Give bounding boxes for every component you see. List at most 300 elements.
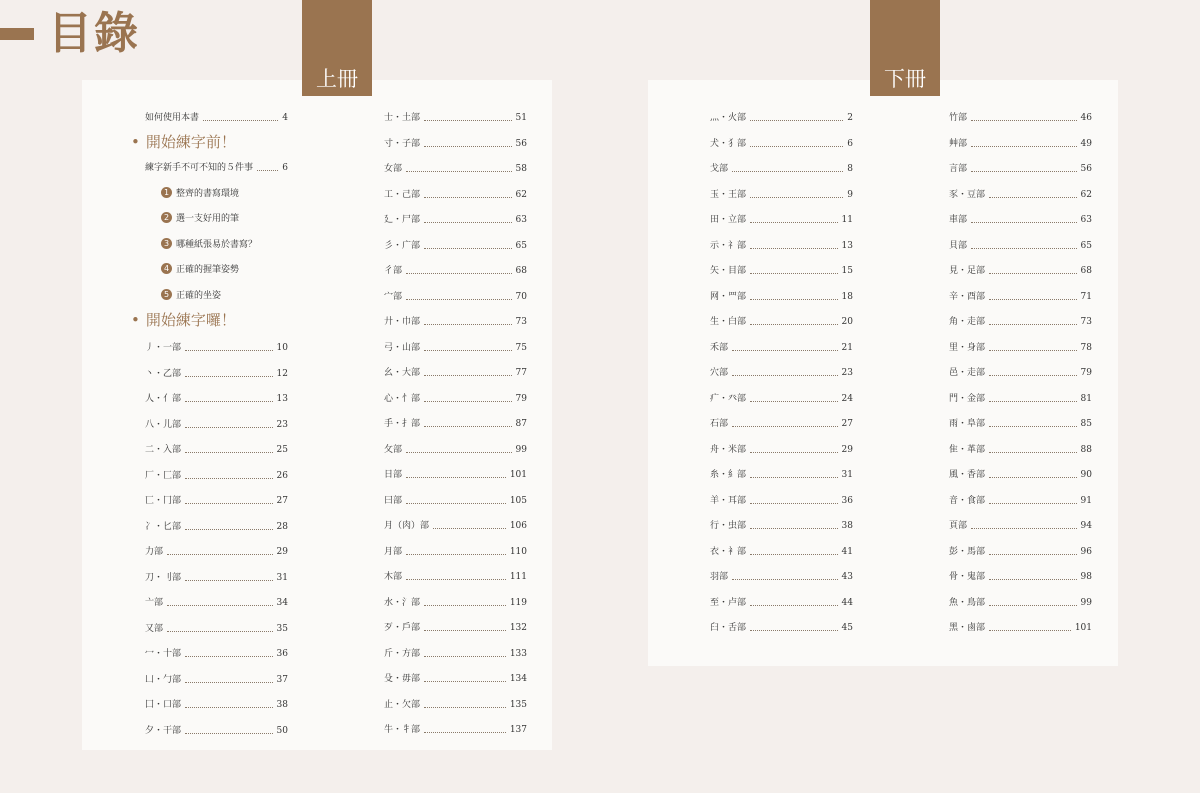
dot-leader — [424, 324, 512, 325]
toc-entry[interactable] — [949, 491, 1092, 507]
toc-entry-label: 止・欠部 — [384, 699, 421, 710]
volume-1-tab — [302, 0, 372, 96]
toc-entry[interactable] — [384, 542, 527, 558]
toc-entry-label: 心・忄部 — [384, 393, 421, 404]
toc-entry[interactable] — [384, 695, 527, 711]
dot-leader — [989, 299, 1077, 300]
toc-entry[interactable] — [710, 516, 853, 532]
toc-entry-label: 艸部 — [949, 138, 968, 149]
toc-entry-page: 23 — [841, 368, 853, 378]
toc-entry-label: 月部 — [384, 546, 403, 557]
toc-entry-page: 96 — [1080, 546, 1092, 557]
toc-entry-label: 禾部 — [710, 342, 729, 353]
title-accent-bar — [0, 28, 34, 40]
toc-entry-page: 25 — [276, 445, 288, 455]
toc-entry-page: 137 — [509, 725, 527, 735]
toc-entry[interactable] — [145, 338, 288, 354]
toc-entry-page: 73 — [515, 317, 527, 327]
toc-entry-label: 二・入部 — [145, 445, 182, 455]
dot-leader — [406, 452, 512, 453]
toc-entry[interactable] — [384, 720, 527, 736]
bullet-icon: • — [131, 311, 140, 329]
toc-entry-page: 85 — [1080, 419, 1092, 429]
toc-entry-label: 衣・衤部 — [710, 546, 747, 557]
toc-entry[interactable] — [384, 159, 527, 175]
toc-entry-page: 79 — [1080, 368, 1092, 378]
dot-leader — [406, 579, 506, 580]
toc-entry[interactable] — [384, 261, 527, 277]
dot-leader — [203, 120, 278, 121]
toc-entry[interactable] — [710, 261, 853, 277]
toc-entry-page: 63 — [1080, 215, 1092, 225]
dot-leader — [424, 630, 506, 631]
toc-entry-label: 网・罒部 — [710, 291, 747, 302]
toc-entry-label: 骨・鬼部 — [949, 572, 986, 582]
dot-leader — [750, 503, 838, 504]
toc-entry-label: 行・虫部 — [710, 521, 747, 531]
toc-entry-label: 凵・勹部 — [145, 674, 182, 685]
toc-entry[interactable] — [384, 567, 527, 583]
toc-entry[interactable] — [384, 236, 527, 252]
toc-entry[interactable] — [949, 312, 1092, 328]
dot-leader — [732, 579, 838, 580]
toc-entry-label: 豕・豆部 — [949, 189, 986, 200]
toc-entry[interactable] — [710, 491, 853, 507]
toc-entry-label: 練字新手不可不知的５件事 — [145, 163, 254, 173]
toc-entry-label: 宀部 — [384, 291, 403, 302]
toc-entry-page: 78 — [1080, 342, 1092, 353]
toc-entry[interactable] — [384, 593, 527, 609]
toc-entry[interactable] — [145, 389, 288, 405]
toc-entry-page: 132 — [509, 623, 527, 633]
dot-leader — [424, 222, 512, 223]
toc-entry-page: 88 — [1080, 444, 1092, 455]
toc-entry[interactable] — [949, 414, 1092, 430]
toc-entry[interactable] — [949, 593, 1092, 609]
toc-entry-page: 87 — [515, 419, 527, 429]
toc-entry[interactable] — [145, 415, 288, 431]
toc-entry[interactable] — [384, 465, 527, 481]
tip-item-label: 正確的坐姿 — [176, 290, 222, 301]
toc-entry[interactable] — [145, 721, 288, 737]
toc-entry-page: 8 — [847, 164, 853, 174]
toc-entry-page: 46 — [1080, 113, 1092, 123]
toc-entry[interactable] — [710, 108, 853, 124]
toc-entry[interactable] — [384, 210, 527, 226]
toc-entry-page: 99 — [515, 444, 527, 455]
toc-entry-label: 戈部 — [710, 164, 729, 174]
toc-entry-label: 示・礻部 — [710, 240, 747, 251]
dot-leader — [989, 579, 1077, 580]
dot-leader — [406, 477, 506, 478]
toc-entry-page: 23 — [276, 419, 288, 430]
dot-leader — [750, 324, 838, 325]
dot-leader — [424, 197, 512, 198]
toc-entry[interactable] — [384, 312, 527, 328]
toc-entry[interactable] — [949, 618, 1092, 634]
toc-entry-label: 又部 — [145, 623, 164, 634]
dot-leader — [185, 733, 273, 734]
tip-item-label: 正確的握筆姿勢 — [176, 265, 240, 275]
toc-entry-page: 12 — [276, 368, 288, 379]
tip-item[interactable] — [161, 261, 239, 277]
toc-entry-page: 79 — [515, 393, 527, 404]
dot-leader — [989, 426, 1077, 427]
toc-entry[interactable] — [384, 516, 527, 532]
toc-entry[interactable] — [384, 108, 527, 124]
toc-entry-label: 車部 — [949, 215, 968, 225]
toc-entry[interactable] — [384, 389, 527, 405]
toc-entry[interactable] — [710, 389, 853, 405]
toc-entry-label: 玉・王部 — [710, 189, 747, 200]
number-badge-icon: 2 — [161, 212, 172, 223]
dot-leader — [185, 401, 273, 402]
toc-entry-label: 舟・米部 — [710, 444, 747, 455]
tip-item-label: 整齊的書寫環境 — [176, 188, 240, 199]
dot-leader — [185, 707, 273, 708]
toc-entry[interactable] — [145, 644, 288, 660]
toc-entry-page: 9 — [847, 189, 853, 200]
toc-entry-label: 羽部 — [710, 572, 729, 582]
toc-entry[interactable] — [384, 644, 527, 660]
page-title: 目錄 — [48, 8, 140, 59]
toc-entry[interactable] — [145, 542, 288, 558]
dot-leader — [424, 248, 512, 249]
toc-entry-page: 135 — [509, 699, 527, 710]
toc-entry-label: 冖・十部 — [145, 649, 182, 659]
volume-2-column-2 — [949, 108, 1092, 648]
dot-leader — [424, 375, 512, 376]
toc-entry[interactable] — [710, 465, 853, 481]
dot-leader — [185, 529, 273, 530]
toc-entry[interactable] — [949, 542, 1092, 558]
toc-entry-label: 言部 — [949, 164, 968, 174]
toc-entry[interactable] — [145, 440, 288, 456]
toc-entry-label: 女部 — [384, 164, 403, 174]
toc-entry-label: 亠部 — [145, 598, 164, 608]
toc-entry-label: 廾・巾部 — [384, 317, 421, 327]
toc-entry-page: 21 — [841, 342, 853, 353]
tip-item-label: 哪種紙張易於書寫？ — [176, 239, 258, 250]
toc-entry[interactable] — [710, 440, 853, 456]
dot-leader — [750, 477, 838, 478]
dot-leader — [989, 605, 1077, 606]
dot-leader — [732, 375, 838, 376]
toc-entry-label: 彳部 — [384, 266, 403, 276]
tip-item[interactable] — [161, 210, 239, 226]
toc-entry[interactable] — [384, 414, 527, 430]
toc-entry-label: 寸・子部 — [384, 138, 421, 149]
toc-entry-label: 牛・牜部 — [384, 725, 421, 735]
dot-leader — [750, 120, 843, 121]
toc-entry[interactable] — [710, 312, 853, 328]
toc-entry-page: 119 — [509, 597, 527, 608]
toc-entry-label: 角・走部 — [949, 317, 986, 327]
toc-entry-label: 廴・尸部 — [384, 215, 421, 225]
toc-entry[interactable] — [710, 159, 853, 175]
toc-entry-page: 51 — [515, 113, 527, 123]
toc-entry-label: 羊・耳部 — [710, 495, 747, 506]
dot-leader — [989, 350, 1077, 351]
tip-item[interactable] — [161, 235, 257, 251]
toc-entry-page: 43 — [841, 572, 853, 582]
toc-entry-label: 人・亻部 — [145, 394, 182, 404]
dot-leader — [257, 170, 278, 171]
toc-entry[interactable] — [710, 236, 853, 252]
toc-entry-tips[interactable] — [145, 158, 288, 174]
toc-entry[interactable] — [949, 363, 1092, 379]
toc-entry-label: 田・立部 — [710, 215, 747, 225]
toc-entry[interactable] — [710, 542, 853, 558]
toc-entry[interactable] — [384, 440, 527, 456]
toc-entry[interactable] — [710, 593, 853, 609]
toc-entry-label: 水・氵部 — [384, 597, 421, 608]
toc-entry[interactable] — [384, 363, 527, 379]
toc-entry[interactable] — [384, 185, 527, 201]
dot-leader — [750, 605, 838, 606]
toc-entry-page: 56 — [1080, 164, 1092, 174]
toc-entry[interactable] — [145, 517, 288, 533]
toc-entry-label: 如何使用本書 — [145, 113, 200, 123]
toc-entry-intro[interactable] — [145, 108, 288, 124]
toc-entry-label: 里・身部 — [949, 342, 986, 353]
volume-1-tab-label: 上冊 — [316, 67, 358, 91]
toc-entry-page: 44 — [841, 597, 853, 608]
section-heading-text: 開始練字囉！ — [145, 311, 236, 329]
dot-leader — [424, 350, 512, 351]
toc-entry-label: 刀・刂部 — [145, 572, 182, 583]
toc-entry[interactable] — [949, 287, 1092, 303]
number-badge-icon: 4 — [161, 263, 172, 274]
toc-entry[interactable] — [145, 568, 288, 584]
toc-entry[interactable] — [145, 619, 288, 635]
dot-leader — [406, 273, 512, 274]
toc-entry-page: 45 — [841, 623, 853, 633]
toc-entry-page: 62 — [515, 189, 527, 200]
toc-entry-page: 62 — [1080, 189, 1092, 200]
dot-leader — [989, 197, 1077, 198]
toc-entry-page: 31 — [841, 470, 853, 480]
toc-entry-label: 音・食部 — [949, 495, 986, 506]
toc-entry-page: 4 — [282, 113, 288, 123]
toc-entry-page: 134 — [509, 674, 527, 684]
toc-entry[interactable] — [384, 338, 527, 354]
toc-entry[interactable] — [949, 567, 1092, 583]
toc-entry-label: 殳・毋部 — [384, 674, 421, 684]
toc-entry-page: 37 — [276, 674, 288, 685]
dot-leader — [167, 631, 273, 632]
toc-entry[interactable] — [145, 491, 288, 507]
toc-entry[interactable] — [384, 287, 527, 303]
toc-entry-label: 石部 — [710, 419, 729, 429]
toc-entry-page: 111 — [509, 572, 527, 582]
section-heading-start-practice — [131, 310, 236, 330]
dot-leader — [989, 401, 1077, 402]
toc-entry[interactable] — [145, 593, 288, 609]
toc-entry[interactable] — [145, 670, 288, 686]
dot-leader — [167, 605, 273, 606]
volume-2-tab-label: 下冊 — [884, 67, 926, 91]
toc-entry-page: 101 — [509, 470, 527, 480]
toc-entry[interactable] — [145, 364, 288, 380]
dot-leader — [424, 401, 512, 402]
dot-leader — [971, 528, 1077, 529]
toc-entry[interactable] — [710, 618, 853, 634]
dot-leader — [185, 427, 273, 428]
toc-entry-label: 手・扌部 — [384, 419, 421, 429]
dot-leader — [424, 732, 506, 733]
dot-leader — [433, 528, 506, 529]
toc-entry-label: 力部 — [145, 547, 164, 557]
toc-entry-label: 疒・癶部 — [710, 393, 747, 404]
toc-entry-page: 41 — [841, 546, 853, 557]
section-heading-text: 開始練字前！ — [145, 133, 236, 151]
section-heading-before-practice — [131, 132, 236, 152]
toc-entry-page: 13 — [276, 394, 288, 404]
dot-leader — [750, 197, 843, 198]
dot-leader — [424, 605, 506, 606]
toc-entry[interactable] — [710, 338, 853, 354]
toc-entry[interactable] — [949, 465, 1092, 481]
toc-entry[interactable] — [949, 185, 1092, 201]
dot-leader — [971, 146, 1077, 147]
tip-item[interactable] — [161, 184, 239, 200]
toc-entry-page: 63 — [515, 215, 527, 225]
toc-entry-label: 丿・一部 — [145, 343, 182, 353]
toc-entry[interactable] — [710, 185, 853, 201]
dot-leader — [989, 477, 1077, 478]
dot-leader — [989, 273, 1077, 274]
toc-entry-page: 18 — [841, 291, 853, 302]
toc-entry-page: 110 — [509, 546, 527, 557]
toc-entry-label: 八・儿部 — [145, 419, 182, 430]
toc-entry-page: 68 — [1080, 266, 1092, 276]
toc-entry-page: 6 — [847, 138, 853, 149]
toc-entry[interactable] — [710, 210, 853, 226]
toc-entry-page: 101 — [1074, 623, 1092, 633]
tip-item[interactable] — [161, 286, 221, 302]
toc-entry-label: 門・金部 — [949, 393, 986, 404]
dot-leader — [989, 375, 1077, 376]
dot-leader — [750, 299, 838, 300]
toc-entry[interactable] — [145, 466, 288, 482]
toc-entry-page: 38 — [276, 700, 288, 710]
dot-leader — [750, 554, 838, 555]
toc-entry-page: 90 — [1080, 470, 1092, 480]
dot-leader — [989, 630, 1071, 631]
dot-leader — [185, 656, 273, 657]
toc-entry[interactable] — [949, 236, 1092, 252]
dot-leader — [989, 554, 1077, 555]
toc-entry[interactable] — [949, 516, 1092, 532]
dot-leader — [406, 554, 506, 555]
toc-entry-page: 68 — [515, 266, 527, 276]
dot-leader — [185, 478, 273, 479]
toc-entry-page: 58 — [515, 164, 527, 174]
toc-entry-label: 貝部 — [949, 240, 968, 251]
toc-entry-label: 風・香部 — [949, 470, 986, 480]
dot-leader — [406, 503, 506, 504]
toc-entry-label: 幺・大部 — [384, 368, 421, 378]
toc-entry[interactable] — [145, 695, 288, 711]
toc-entry-page: 36 — [276, 649, 288, 659]
toc-entry[interactable] — [710, 134, 853, 150]
toc-entry-label: 生・白部 — [710, 317, 747, 327]
toc-entry[interactable] — [384, 669, 527, 685]
volume-2-column-1 — [710, 108, 853, 648]
toc-entry-page: 99 — [1080, 597, 1092, 608]
toc-entry-page: 73 — [1080, 317, 1092, 327]
toc-entry-label: 隹・革部 — [949, 444, 986, 455]
toc-entry-label: 日部 — [384, 470, 403, 480]
tip-item-label: 選一支好用的筆 — [176, 214, 240, 224]
toc-entry[interactable] — [949, 389, 1092, 405]
toc-entry-page: 31 — [276, 572, 288, 583]
toc-entry[interactable] — [384, 491, 527, 507]
dot-leader — [732, 350, 838, 351]
toc-entry-page: 91 — [1080, 495, 1092, 506]
toc-entry[interactable] — [949, 108, 1092, 124]
dot-leader — [750, 528, 838, 529]
toc-entry-page: 38 — [841, 521, 853, 531]
dot-leader — [185, 376, 273, 377]
toc-entry[interactable] — [384, 134, 527, 150]
dot-leader — [406, 299, 512, 300]
toc-entry-page: 26 — [276, 470, 288, 481]
dot-leader — [185, 580, 273, 581]
dot-leader — [750, 273, 838, 274]
toc-entry[interactable] — [710, 287, 853, 303]
toc-entry-label: 彡・广部 — [384, 240, 421, 251]
toc-entry-page: 98 — [1080, 572, 1092, 582]
toc-entry-page: 71 — [1080, 291, 1092, 302]
number-badge-icon: 5 — [161, 289, 172, 300]
bullet-icon: • — [131, 133, 140, 151]
toc-entry-page: 27 — [276, 496, 288, 506]
toc-entry-page: 50 — [276, 725, 288, 736]
toc-entry-page: 133 — [509, 648, 527, 659]
toc-entry[interactable] — [949, 338, 1092, 354]
toc-entry[interactable] — [949, 440, 1092, 456]
toc-entry[interactable] — [384, 618, 527, 634]
toc-entry-label: 夕・干部 — [145, 725, 182, 736]
dot-leader — [750, 146, 843, 147]
toc-entry[interactable] — [710, 567, 853, 583]
toc-entry-page: 70 — [515, 291, 527, 302]
toc-entry[interactable] — [949, 159, 1092, 175]
dot-leader — [167, 554, 273, 555]
toc-entry[interactable] — [949, 210, 1092, 226]
toc-entry-page: 29 — [841, 444, 853, 455]
toc-entry-page: 11 — [841, 215, 853, 225]
toc-entry[interactable] — [710, 414, 853, 430]
dot-leader — [185, 350, 273, 351]
toc-entry-label: 匸・冂部 — [145, 496, 182, 506]
toc-entry[interactable] — [710, 363, 853, 379]
dot-leader — [971, 171, 1077, 172]
toc-entry-label: 矢・目部 — [710, 266, 747, 276]
toc-entry[interactable] — [949, 261, 1092, 277]
toc-entry-page: 56 — [515, 138, 527, 149]
dot-leader — [424, 681, 506, 682]
dot-leader — [971, 248, 1077, 249]
toc-entry-page: 35 — [276, 623, 288, 634]
toc-entry[interactable] — [949, 134, 1092, 150]
toc-entry-label: 厂・匚部 — [145, 470, 182, 481]
toc-entry-page: 65 — [1080, 240, 1092, 251]
dot-leader — [424, 120, 512, 121]
toc-entry-page: 2 — [847, 113, 853, 123]
